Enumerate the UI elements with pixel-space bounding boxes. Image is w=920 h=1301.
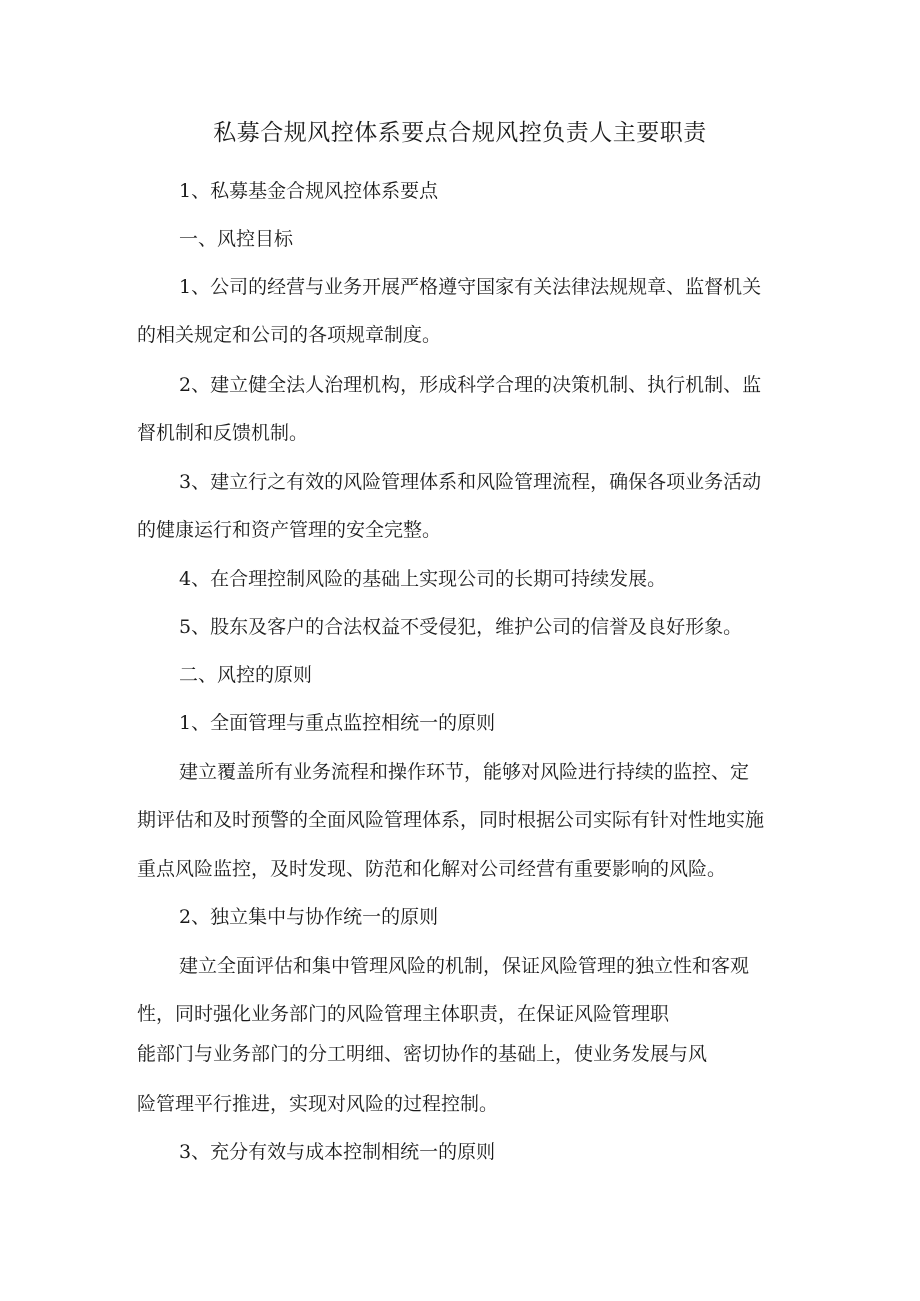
section-heading: 2、独立集中与协作统一的原则: [179, 906, 439, 928]
paragraph-line: 2、建立健全法人治理机构，形成科学合理的决策机制、执行机制、监: [179, 374, 762, 396]
paragraph-line: 的健康运行和资产管理的安全完整。: [137, 519, 442, 541]
paragraph-line: 3、建立行之有效的风险管理体系和风险管理流程，确保各项业务活动: [179, 471, 762, 493]
paragraph-line: 1、公司的经营与业务开展严格遵守国家有关法律法规规章、监督机关: [179, 276, 762, 298]
section-heading: 一、风控目标: [179, 228, 294, 250]
paragraph-line: 建立覆盖所有业务流程和操作环节，能够对风险进行持续的监控、定: [179, 761, 750, 783]
paragraph-line: 的相关规定和公司的各项规章制度。: [137, 324, 442, 346]
paragraph-line: 建立全面评估和集中管理风险的机制，保证风险管理的独立性和客观: [179, 955, 750, 977]
paragraph-line: 督机制和反馈机制。: [137, 422, 309, 444]
document-title: 私募合规风控体系要点合规风控负责人主要职责: [213, 120, 707, 146]
section-heading: 1、私募基金合规风控体系要点: [179, 180, 439, 202]
paragraph-line: 期评估和及时预警的全面风险管理体系，同时根据公司实际有针对性地实施: [137, 809, 765, 831]
section-heading: 1、全面管理与重点监控相统一的原则: [179, 712, 496, 734]
paragraph-line: 能部门与业务部门的分工明细、密切协作的基础上，使业务发展与风: [137, 1043, 708, 1065]
paragraph-line: 4、在合理控制风险的基础上实现公司的长期可持续发展。: [179, 568, 667, 590]
paragraph-line: 5、股东及客户的合法权益不受侵犯，维护公司的信誉及良好形象。: [179, 616, 743, 638]
paragraph-line: 性，同时强化业务部门的风险管理主体职责，在保证风险管理职: [137, 1003, 670, 1025]
paragraph-line: 险管理平行推进，实现对风险的过程控制。: [137, 1093, 499, 1115]
section-heading: 二、风控的原则: [179, 664, 313, 686]
paragraph-line: 重点风险监控，及时发现、防范和化解对公司经营有重要影响的风险。: [137, 858, 727, 880]
section-heading: 3、充分有效与成本控制相统一的原则: [179, 1141, 496, 1163]
